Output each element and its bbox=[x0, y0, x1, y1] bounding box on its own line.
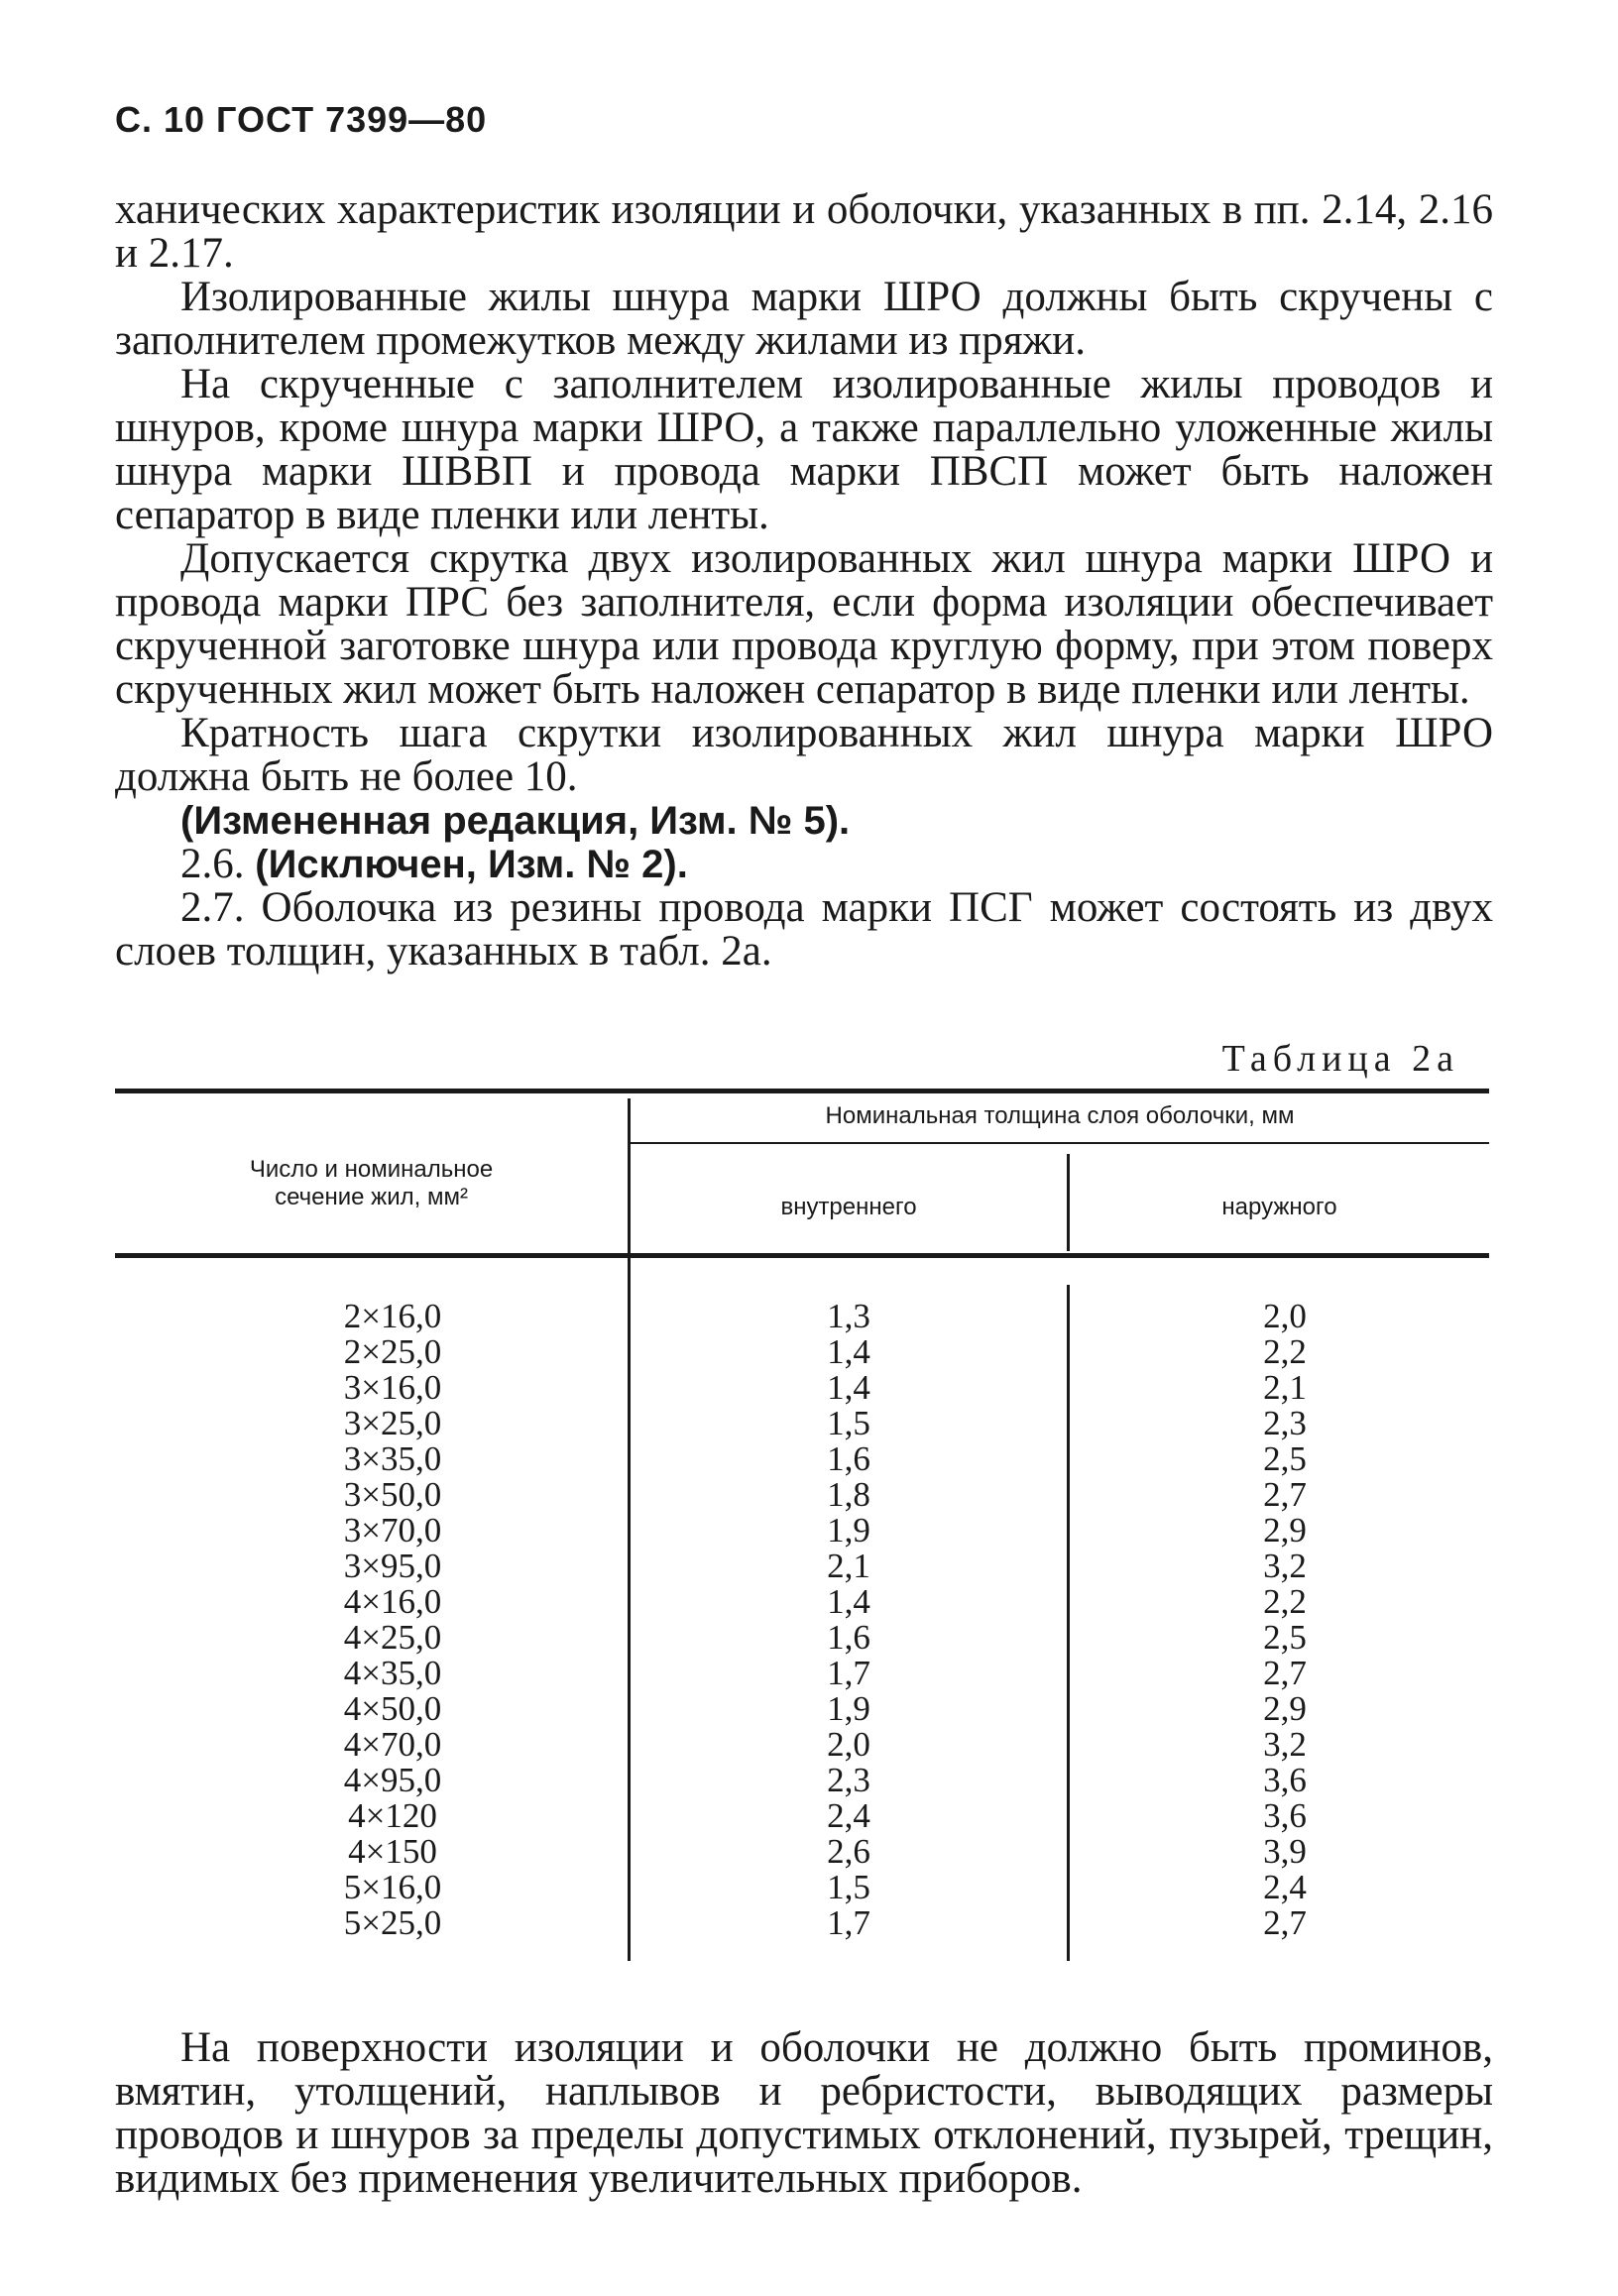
table-cell-inner: 1,8 bbox=[827, 1475, 870, 1514]
amendment-note: (Измененная редакция, Изм. № 5). bbox=[180, 799, 851, 843]
table-top-rule bbox=[115, 1089, 1489, 1093]
table-cell-section: 4×95,0 bbox=[343, 1761, 442, 1799]
table-cell-inner: 2,3 bbox=[827, 1761, 870, 1799]
group-header-rule bbox=[631, 1142, 1489, 1144]
col-section-values bbox=[274, 1299, 512, 1941]
col-outer-values bbox=[1176, 1299, 1394, 1941]
thickness-table bbox=[115, 1089, 1489, 1971]
table-cell-section: 2×25,0 bbox=[343, 1332, 442, 1371]
table-cell-inner: 1,5 bbox=[827, 1868, 870, 1906]
table-cell-outer: 2,1 bbox=[1263, 1368, 1307, 1407]
table-cell-section: 3×16,0 bbox=[343, 1368, 442, 1407]
table-cell-inner: 2,0 bbox=[827, 1725, 870, 1764]
body-text bbox=[115, 188, 1493, 974]
paragraph-twisting-allowed: Допускается скрутка двух изолированных жил шнура марки ШРО и провода марки ПРС без заполнителя, если форма изоляции обеспечивает скрученной заготовке шнура или провода круглую форму, при этом поверх скрученных жил может быть наложен сепаратор в виде пленки или ленты. bbox=[115, 535, 1493, 713]
clause-number: 2.6. bbox=[180, 841, 245, 887]
closing-paragraph-block bbox=[115, 2026, 1493, 2201]
table-cell-inner: 2,4 bbox=[827, 1796, 870, 1835]
table-cell-outer: 3,9 bbox=[1263, 1832, 1307, 1871]
table-cell-section: 3×95,0 bbox=[343, 1547, 442, 1585]
col-section-header-line1: Число и номинальное bbox=[249, 1156, 494, 1183]
col-inner-header: внутреннего bbox=[780, 1194, 917, 1220]
table-cell-section: 5×25,0 bbox=[343, 1903, 442, 1942]
table-cell-section: 4×150 bbox=[348, 1832, 437, 1871]
table-cell-inner: 1,7 bbox=[827, 1903, 870, 1942]
col-section-header bbox=[115, 1156, 628, 1211]
table-cell-outer: 3,2 bbox=[1263, 1547, 1307, 1585]
paragraph-shro-twisting: Изолированные жилы шнура марки ШРО должны быть скручены с заполнителем промежутков между жилами из пряжи. bbox=[115, 274, 1493, 364]
table-cell-section: 4×70,0 bbox=[343, 1725, 442, 1764]
table-cell-outer: 2,4 bbox=[1263, 1868, 1307, 1906]
table-cell-inner: 2,6 bbox=[827, 1832, 870, 1871]
table-cell-section: 4×35,0 bbox=[343, 1654, 442, 1692]
table-cell-outer: 2,7 bbox=[1263, 1654, 1307, 1692]
table-cell-outer: 3,2 bbox=[1263, 1725, 1307, 1764]
table-cell-outer: 2,5 bbox=[1263, 1618, 1307, 1657]
table-cell-section: 5×16,0 bbox=[343, 1868, 442, 1906]
table-header-rule bbox=[115, 1253, 1489, 1258]
table-cell-outer: 2,7 bbox=[1263, 1475, 1307, 1514]
table-cell-section: 3×70,0 bbox=[343, 1511, 442, 1550]
table-cell-inner: 1,7 bbox=[827, 1654, 870, 1692]
table-cell-outer: 3,6 bbox=[1263, 1796, 1307, 1835]
table-cell-section: 3×50,0 bbox=[343, 1475, 442, 1514]
table-cell-inner: 1,4 bbox=[827, 1368, 870, 1407]
table-divider-left bbox=[628, 1098, 631, 1961]
table-cell-section: 2×16,0 bbox=[343, 1297, 442, 1335]
table-cell-outer: 2,2 bbox=[1263, 1332, 1307, 1371]
table-cell-section: 4×25,0 bbox=[343, 1618, 442, 1657]
table-cell-outer: 3,6 bbox=[1263, 1761, 1307, 1799]
col-section-header-line2: сечение жил, мм² bbox=[275, 1184, 468, 1210]
table-cell-outer: 2,0 bbox=[1263, 1297, 1307, 1335]
col-outer-header: наружного bbox=[1221, 1194, 1337, 1220]
table-cell-section: 4×16,0 bbox=[343, 1582, 442, 1621]
table-cell-section: 3×35,0 bbox=[343, 1439, 442, 1478]
table-cell-outer: 2,9 bbox=[1263, 1689, 1307, 1728]
table-cell-section: 4×50,0 bbox=[343, 1689, 442, 1728]
table-cell-outer: 2,3 bbox=[1263, 1404, 1307, 1442]
col-inner-values bbox=[740, 1299, 958, 1941]
table-cell-inner: 1,9 bbox=[827, 1689, 870, 1728]
paragraph-surface-defects: На поверхности изоляции и оболочки не должно быть проминов, вмятин, утолщений, наплывов и ребристости, выводящих размеры проводов и шнуров за пределы допустимых отклонений, пузырей, трещин, видимых без применения увеличительных приборов. bbox=[115, 2024, 1493, 2202]
table-cell-section: 4×120 bbox=[348, 1796, 437, 1835]
table-cell-outer: 2,7 bbox=[1263, 1903, 1307, 1942]
table-title: Таблица 2а bbox=[1221, 1038, 1459, 1080]
page-header: С. 10 ГОСТ 7399—80 bbox=[115, 99, 488, 140]
table-cell-outer: 2,2 bbox=[1263, 1582, 1307, 1621]
paragraph-separator: На скрученные с заполнителем изолированные жилы проводов и шнуров, кроме шнура марки ШРО, а также параллельно уложенные жилы шнура марки ШВВП и провода марки ПВСП может быть наложен сепаратор в виде пленки или ленты. bbox=[115, 361, 1493, 538]
table-divider-right bbox=[1067, 1285, 1070, 1961]
table-cell-inner: 1,6 bbox=[827, 1618, 870, 1657]
paragraph-continuation: ханических характеристик изоляции и оболочки, указанных в пп. 2.14, 2.16 и 2.17. bbox=[115, 186, 1493, 277]
paragraph-twist-pitch: Кратность шага скрутки изолированных жил шнура марки ШРО должна быть не более 10. bbox=[115, 710, 1493, 800]
excluded-note: (Исключен, Изм. № 2). bbox=[255, 843, 688, 886]
paragraph-2-7: 2.7. Оболочка из резины провода марки ПСГ может состоять из двух слоев толщин, указанных в табл. 2а. bbox=[115, 884, 1493, 975]
table-cell-inner: 1,4 bbox=[827, 1582, 870, 1621]
table-cell-inner: 1,9 bbox=[827, 1511, 870, 1550]
table-cell-section: 3×25,0 bbox=[343, 1404, 442, 1442]
table-cell-inner: 1,5 bbox=[827, 1404, 870, 1442]
table-cell-inner: 2,1 bbox=[827, 1547, 870, 1585]
paragraph-2-6 bbox=[115, 843, 1493, 886]
table-cell-outer: 2,9 bbox=[1263, 1511, 1307, 1550]
paragraph-amendment-5 bbox=[115, 799, 1493, 843]
table-cell-inner: 1,6 bbox=[827, 1439, 870, 1478]
table-cell-inner: 1,3 bbox=[827, 1297, 870, 1335]
group-header: Номинальная толщина слоя оболочки, мм bbox=[825, 1102, 1295, 1129]
table-cell-outer: 2,5 bbox=[1263, 1439, 1307, 1478]
table-cell-inner: 1,4 bbox=[827, 1332, 870, 1371]
